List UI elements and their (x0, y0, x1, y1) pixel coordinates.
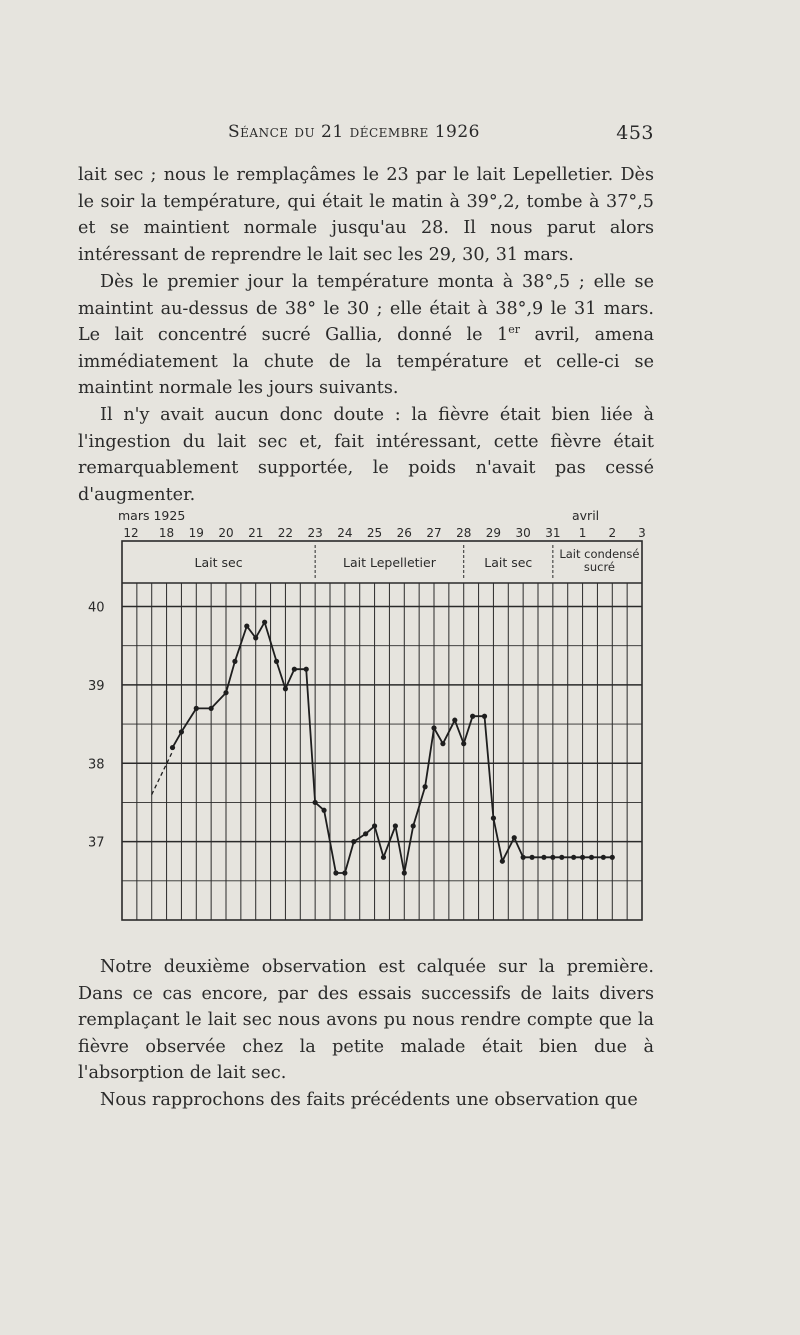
diet-period-label: Lait condensé (559, 547, 640, 561)
day-label: 23 (307, 526, 323, 540)
page-number: 453 (616, 122, 654, 144)
temperature-point (610, 855, 615, 860)
running-head-title: Séance du 21 décembre 1926 (228, 122, 480, 142)
temperature-point (589, 855, 594, 860)
temperature-point (232, 659, 237, 664)
diet-period-label: sucré (583, 560, 616, 574)
temperature-point (559, 855, 564, 860)
temperature-point (482, 714, 487, 719)
temperature-point (274, 659, 279, 664)
temperature-point (209, 706, 214, 711)
day-label: 20 (218, 526, 234, 540)
temperature-point (422, 784, 427, 789)
temperature-point (363, 831, 368, 836)
day-label: 24 (337, 526, 353, 540)
y-tick-label: 39 (88, 678, 105, 694)
temperature-line (173, 622, 613, 873)
temperature-point (529, 855, 534, 860)
day-label: 31 (545, 526, 561, 540)
temperature-point (452, 718, 457, 723)
temperature-point (411, 823, 416, 828)
temperature-point (283, 686, 288, 691)
day-label: 18 (158, 526, 175, 540)
day-label: 30 (515, 526, 531, 540)
paragraph-4: Notre deuxième observation est calquée sur la première. Dans ce cas encore, par des essais successifs de laits divers remplaçant le lait sec nous avons pu nous rendre compte que la fièvre observée chez la petite malade était bien due à l'absorption de lait sec. (78, 957, 654, 1084)
temperature-point (292, 667, 297, 672)
temperature-point (372, 823, 377, 828)
temperature-line-dashed (152, 752, 173, 795)
temperature-point (440, 741, 445, 746)
day-label: 27 (426, 526, 442, 540)
y-tick-label: 40 (88, 600, 105, 616)
day-label: 2 (608, 526, 617, 540)
superscript: er (508, 323, 520, 337)
temperature-point (580, 855, 585, 860)
temperature-point (601, 855, 606, 860)
day-label: 28 (456, 526, 472, 540)
day-label: 25 (366, 526, 383, 540)
temperature-point (170, 745, 175, 750)
y-tick-label: 38 (88, 757, 105, 773)
temperature-point (512, 835, 517, 840)
temperature-point (571, 855, 576, 860)
month-label-start: mars 1925 (118, 508, 186, 523)
temperature-point (470, 714, 475, 719)
day-label: 19 (188, 526, 204, 540)
temperature-point (179, 729, 184, 734)
day-label: 3 (638, 526, 646, 540)
temperature-point (461, 741, 466, 746)
month-label-end: avril (572, 508, 600, 523)
temperature-point (521, 855, 526, 860)
temperature-point (491, 816, 496, 821)
paragraph-2: Dès le premier jour la température monta à 38°,5 ; elle se maintint au-dessus de 38° le 30 ; elle était à 38°,9 le 31 mars. Le lait concentré sucré Gallia, donné le 1er avril, amena immédiatement la chute de la température et celle-ci se maintint normale les jours suivants. (78, 272, 655, 399)
diet-period-label: Lait sec (194, 555, 243, 570)
y-tick-label: 37 (88, 835, 105, 851)
temperature-point (321, 808, 326, 813)
temperature-point (381, 855, 386, 860)
temperature-point (304, 667, 309, 672)
temperature-point (223, 690, 228, 695)
temperature-point (500, 859, 505, 864)
temperature-point (541, 855, 546, 860)
diet-period-label: Lait sec (484, 555, 533, 570)
day-label: 1 (578, 526, 587, 540)
temperature-point (342, 870, 347, 875)
temperature-point (393, 823, 398, 828)
temperature-point (262, 620, 267, 625)
temperature-point (333, 870, 338, 875)
day-label: 12 (123, 526, 139, 540)
temperature-point (431, 725, 436, 730)
paragraph-1: lait sec ; nous le remplaçâmes le 23 par le lait Lepelletier. Dès le soir la température, qui était le matin à 39°,2, tombe à 37°,5 et se maintient normale jusqu'au 28. Il nous parut alors intéressant de reprendre le lait sec les 29, 30, 31 mars. (78, 165, 654, 265)
chart-frame (122, 541, 642, 920)
temperature-point (351, 839, 356, 844)
day-label: 21 (248, 526, 264, 540)
temperature-point (550, 855, 555, 860)
day-label: 29 (485, 526, 502, 540)
paragraph-5: Nous rapprochons des faits précédents une observation que (100, 1090, 638, 1110)
temperature-point (402, 870, 407, 875)
paragraph-3: Il n'y avait aucun donc doute : la fièvre était bien liée à l'ingestion du lait sec et, fait intéressant, cette fièvre était remarquablement supportée, le poids n'avait pas cessé d'augmenter. (78, 405, 654, 505)
temperature-point (313, 800, 318, 805)
diet-period-label: Lait Lepelletier (342, 555, 436, 570)
temperature-point (244, 624, 249, 629)
temperature-point (253, 635, 258, 640)
temperature-point (194, 706, 199, 711)
day-label: 22 (277, 526, 294, 540)
day-label: 26 (396, 526, 412, 540)
